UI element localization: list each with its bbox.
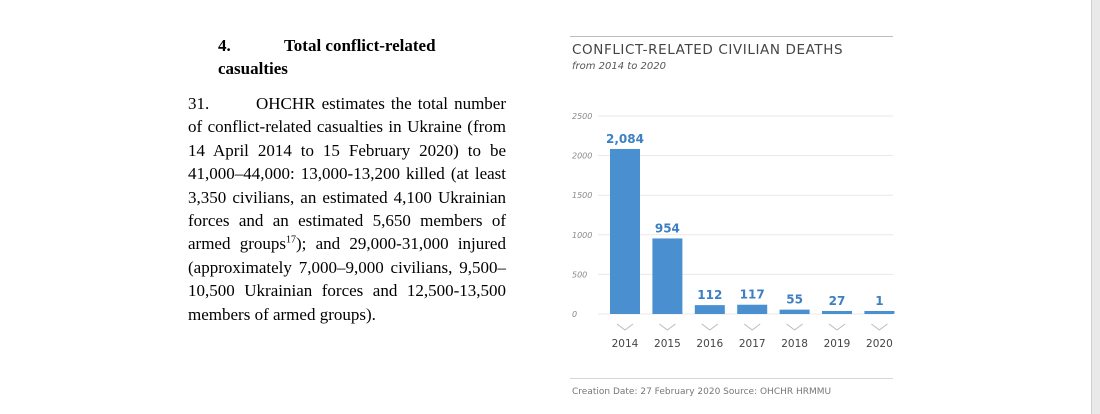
data-label-2016: 112 (697, 288, 723, 303)
x-tick-label-2017: 2017 (738, 338, 766, 350)
bar-marker-2017 (744, 324, 760, 330)
bar-2014 (610, 149, 640, 314)
y-tick-label: 2000 (572, 151, 593, 161)
paragraph-number: 31. (188, 94, 210, 113)
bar-marker-2016 (702, 324, 718, 330)
page-edge (1091, 0, 1100, 414)
section-title-line1: Total conflict-related (284, 36, 436, 55)
x-tick-label-2014: 2014 (611, 338, 639, 350)
casualties-chart (560, 36, 893, 406)
x-tick-label-2018: 2018 (781, 338, 808, 350)
data-label-2015: 954 (654, 221, 680, 236)
y-tick-label: 500 (572, 270, 588, 280)
bar-2015 (652, 238, 682, 314)
y-tick-label: 1000 (572, 230, 593, 240)
section-heading (218, 34, 436, 80)
section-number: 4. (218, 36, 231, 55)
bar-marker-2020 (871, 324, 887, 330)
paragraph-text-part1: OHCHR estimates the total number of conflict-related casualties in Ukraine (from 14 April 2014 to 15 February 2020) to be 41,000–44,000: 13,000-13,200 killed (at least 3,350 civilians, an estimated 4,100 Ukrainian forces and an estimated 5,650 members of armed groups (188, 94, 506, 254)
y-tick-label: 1500 (572, 191, 593, 201)
chart-plot (560, 36, 893, 406)
bar-2019 (822, 311, 852, 314)
bar-2017 (737, 305, 767, 314)
chart-footer: Creation Date: 27 February 2020 Source: OHCHR HRMMU (572, 387, 832, 397)
paragraph-31 (188, 92, 506, 326)
bar-2020 (864, 311, 894, 314)
data-label-2020: 1 (875, 294, 884, 308)
x-tick-label-2019: 2019 (823, 338, 851, 350)
data-label-2017: 117 (739, 287, 765, 302)
chart-subtitle: from 2014 to 2020 (572, 61, 666, 72)
data-label-2019: 27 (828, 294, 846, 308)
data-label-2014: 2,084 (606, 131, 644, 146)
footnote-ref[interactable]: 17 (286, 234, 296, 246)
x-tick-label-2015: 2015 (654, 338, 681, 350)
section-title-line2: casualties (218, 59, 288, 78)
paragraph-text-part2: ); and 29,000-31,000 injured (approximately 7,000–9,000 civilians, 9,500–10,500 Ukrainian forces and 12,500-13,500 members of armed groups). (188, 234, 506, 324)
bar-marker-2018 (787, 324, 803, 330)
bar-marker-2019 (829, 324, 845, 330)
chart-title: CONFLICT-RELATED CIVILIAN DEATHS (572, 42, 844, 58)
x-tick-label-2016: 2016 (696, 338, 724, 350)
bar-marker-2014 (617, 324, 633, 330)
bar-2018 (780, 310, 810, 314)
data-label-2018: 55 (786, 292, 803, 307)
x-tick-label-2020: 2020 (866, 338, 893, 350)
y-tick-label: 0 (572, 310, 578, 319)
y-tick-label: 2500 (572, 112, 593, 121)
bar-marker-2015 (659, 324, 675, 330)
bar-2016 (695, 305, 725, 314)
chart-footer-rule (570, 378, 893, 379)
